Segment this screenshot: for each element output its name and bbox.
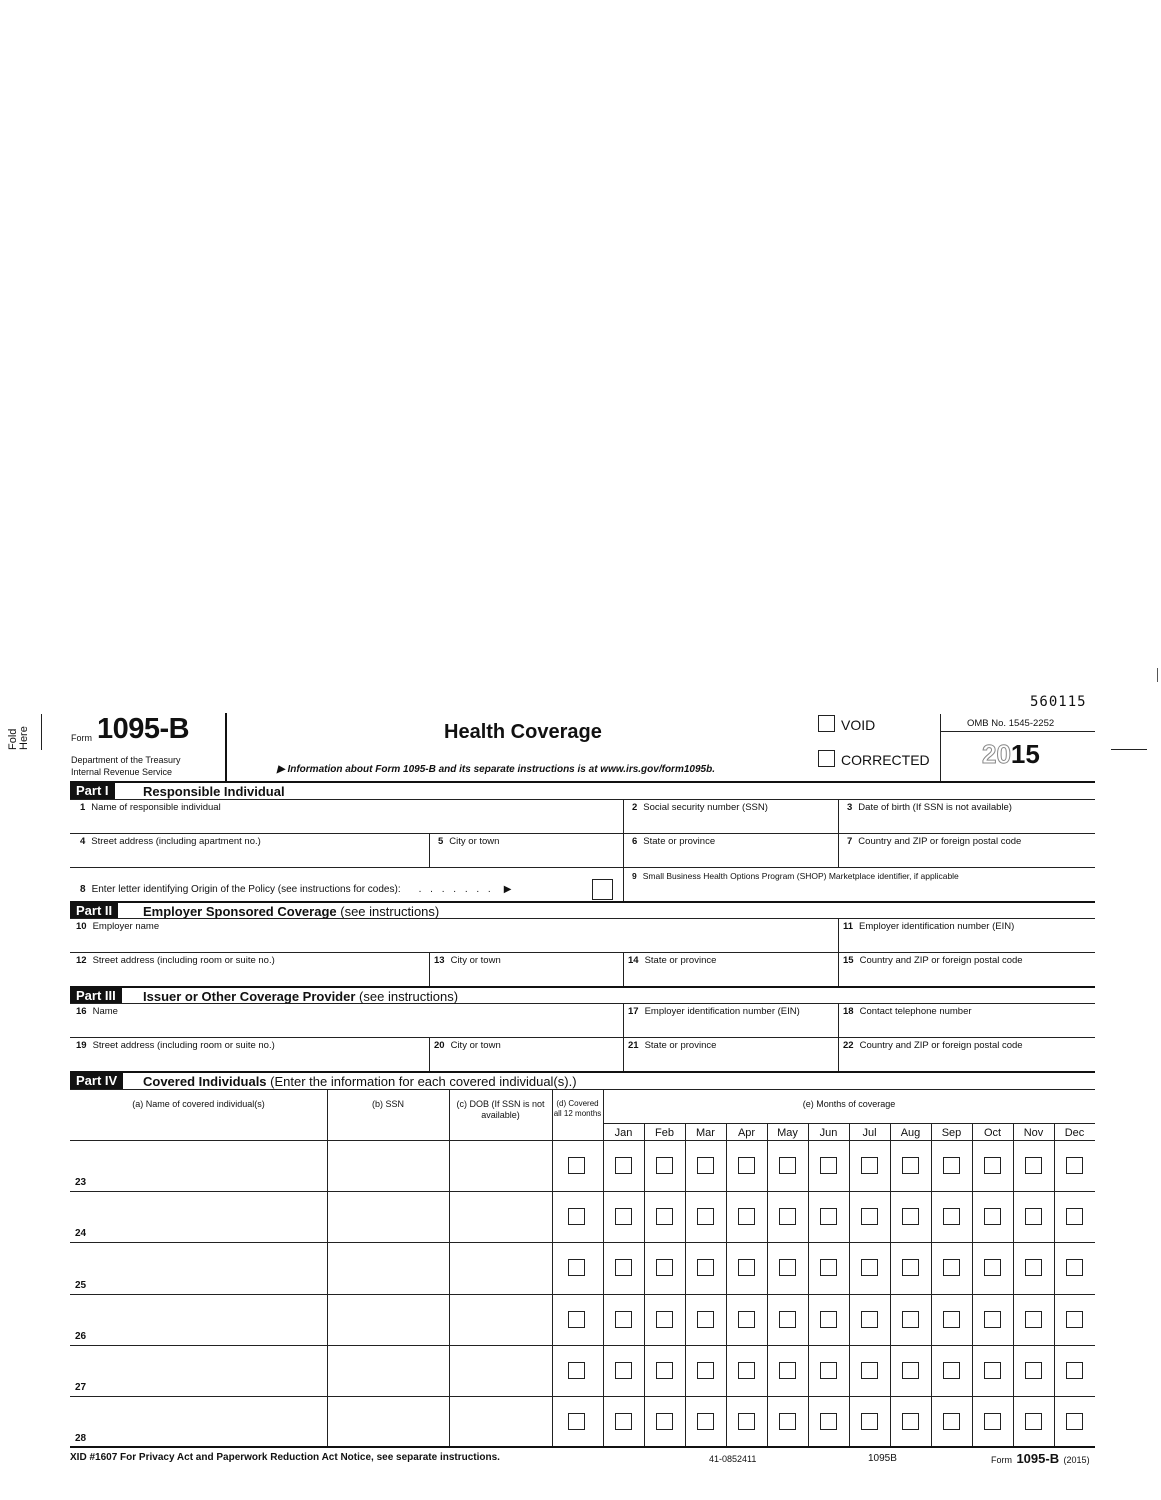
field-12-label: 12 Street address (including room or suite no.)	[76, 955, 275, 966]
month-checkbox-apr[interactable]	[738, 1208, 755, 1225]
field-13-label: 13 City or town	[434, 955, 501, 966]
month-checkbox-jan[interactable]	[615, 1208, 632, 1225]
omb-number: OMB No. 1545-2252	[967, 718, 1055, 729]
month-checkbox-oct[interactable]	[984, 1311, 1001, 1328]
month-checkbox-dec[interactable]	[1066, 1259, 1083, 1276]
covered-all-12-months-checkbox[interactable]	[568, 1362, 585, 1379]
col-e-header: (e) Months of coverage	[802, 1099, 896, 1109]
row-number-26: 26	[75, 1331, 87, 1342]
footer-form-code: 1095B	[868, 1453, 897, 1464]
covered-all-12-months-checkbox[interactable]	[568, 1208, 585, 1225]
part1-title: Responsible Individual	[143, 784, 285, 799]
part2-vline-c	[623, 952, 624, 987]
month-header-dec: Dec	[1064, 1127, 1085, 1139]
field-5-label: 5 City or town	[438, 836, 500, 847]
omb-underline	[940, 731, 1095, 732]
info-line: ▶ Information about Form 1095-B and its separate instructions is at www.irs.gov/form1095b.	[277, 764, 715, 775]
table-row-rule	[70, 1345, 1095, 1346]
month-col-divider	[931, 1123, 932, 1446]
field-21-label: 21 State or province	[628, 1040, 717, 1051]
tax-year-outline: 20	[982, 739, 1011, 769]
field-9-label: 9 Small Business Health Options Program (SHOP) Marketplace identifier, if applicable	[632, 871, 959, 881]
table-bottom-rule	[70, 1446, 1095, 1448]
month-col-divider	[808, 1123, 809, 1446]
month-header-jul: Jul	[862, 1127, 877, 1139]
department-line-1: Department of the Treasury	[71, 755, 181, 765]
month-checkbox-apr[interactable]	[738, 1311, 755, 1328]
month-checkbox-nov[interactable]	[1025, 1157, 1042, 1174]
col-d-header: (d) Covered all 12 months	[553, 1099, 602, 1118]
month-col-divider	[644, 1123, 645, 1446]
month-checkbox-jul[interactable]	[861, 1157, 878, 1174]
month-col-divider	[890, 1123, 891, 1446]
field-18-label: 18 Contact telephone number	[843, 1006, 972, 1017]
covered-all-12-months-checkbox[interactable]	[568, 1311, 585, 1328]
fold-here-label: Fold Here	[8, 714, 42, 750]
month-checkbox-may[interactable]	[779, 1208, 796, 1225]
month-header-oct: Oct	[983, 1127, 1002, 1139]
month-checkbox-sep[interactable]	[943, 1208, 960, 1225]
month-checkbox-oct[interactable]	[984, 1259, 1001, 1276]
field-8-label: 8 Enter letter identifying Origin of the Policy (see instructions for codes): . . . . . . . ▶	[80, 884, 512, 895]
table-header-bottom-rule	[70, 1140, 1095, 1141]
month-checkbox-may[interactable]	[779, 1157, 796, 1174]
month-checkbox-may[interactable]	[779, 1413, 796, 1430]
month-checkbox-apr[interactable]	[738, 1259, 755, 1276]
month-checkbox-jun[interactable]	[820, 1157, 837, 1174]
month-checkbox-nov[interactable]	[1025, 1413, 1042, 1430]
form-word: Form	[71, 733, 92, 743]
form-title: Health Coverage	[444, 721, 602, 743]
field-4-label: 4 Street address (including apartment no.)	[80, 836, 261, 847]
month-checkbox-nov[interactable]	[1025, 1259, 1042, 1276]
month-checkbox-sep[interactable]	[943, 1311, 960, 1328]
month-checkbox-feb[interactable]	[656, 1259, 673, 1276]
month-header-apr: Apr	[737, 1127, 756, 1139]
form-number: 1095-B	[97, 713, 190, 745]
month-checkbox-jul[interactable]	[861, 1311, 878, 1328]
footer-notice: XID #1607 For Privacy Act and Paperwork Reduction Act Notice, see separate instructions.	[70, 1452, 500, 1463]
month-col-divider	[685, 1123, 686, 1446]
covered-all-12-months-checkbox[interactable]	[568, 1413, 585, 1430]
part4-top-rule	[70, 1071, 1095, 1073]
footer-cat-number: 41-0852411	[709, 1454, 757, 1464]
month-checkbox-may[interactable]	[779, 1362, 796, 1379]
part2-title: Employer Sponsored Coverage (see instructions)	[143, 904, 440, 919]
field-7-label: 7 Country and ZIP or foreign postal code	[847, 836, 1022, 847]
month-checkbox-jan[interactable]	[615, 1413, 632, 1430]
tax-year	[982, 739, 1040, 770]
footer-form-id: Form 1095-B (2015)	[991, 1451, 1090, 1466]
row-number-23: 23	[75, 1177, 87, 1188]
month-checkbox-jun[interactable]	[820, 1311, 837, 1328]
month-checkbox-sep[interactable]	[943, 1362, 960, 1379]
table-col-divider	[603, 1089, 604, 1446]
month-col-divider	[849, 1123, 850, 1446]
corrected-label: CORRECTED	[841, 752, 930, 768]
part4-rule	[70, 1089, 1095, 1090]
month-col-divider	[1013, 1123, 1014, 1446]
field-6-label: 6 State or province	[632, 836, 716, 847]
month-checkbox-mar[interactable]	[697, 1208, 714, 1225]
month-checkbox-oct[interactable]	[984, 1208, 1001, 1225]
month-checkbox-feb[interactable]	[656, 1413, 673, 1430]
fold-mark-right	[1111, 749, 1147, 750]
month-header-sep: Sep	[941, 1127, 962, 1139]
month-checkbox-jul[interactable]	[861, 1413, 878, 1430]
month-checkbox-dec[interactable]	[1066, 1362, 1083, 1379]
month-col-divider	[767, 1123, 768, 1446]
table-row-rule	[70, 1396, 1095, 1397]
part2-rule	[70, 918, 1095, 919]
month-checkbox-feb[interactable]	[656, 1208, 673, 1225]
part4-tag: Part IV	[70, 1073, 123, 1089]
covered-all-12-months-checkbox[interactable]	[568, 1157, 585, 1174]
month-checkbox-dec[interactable]	[1066, 1311, 1083, 1328]
part1-vline-c	[429, 833, 430, 868]
month-checkbox-aug[interactable]	[902, 1311, 919, 1328]
field-14-label: 14 State or province	[628, 955, 717, 966]
header-divider-right	[940, 714, 941, 782]
department-line-2: Internal Revenue Service	[71, 767, 173, 777]
part3-vline-c	[429, 1037, 430, 1072]
month-checkbox-aug[interactable]	[902, 1208, 919, 1225]
month-checkbox-nov[interactable]	[1025, 1362, 1042, 1379]
table-row-rule	[70, 1191, 1095, 1192]
month-header-aug: Aug	[900, 1127, 921, 1139]
field-1-label: 1 Name of responsible individual	[80, 802, 221, 813]
month-checkbox-mar[interactable]	[697, 1413, 714, 1430]
month-header-jan: Jan	[614, 1127, 633, 1139]
row-number-24: 24	[75, 1228, 87, 1239]
row-number-25: 25	[75, 1280, 87, 1291]
month-checkbox-jan[interactable]	[615, 1362, 632, 1379]
header-divider-left	[225, 713, 227, 782]
month-checkbox-may[interactable]	[779, 1311, 796, 1328]
field-20-label: 20 City or town	[434, 1040, 501, 1051]
origin-of-policy-input[interactable]	[592, 879, 613, 900]
part3-tag: Part III	[70, 988, 122, 1004]
month-checkbox-aug[interactable]	[902, 1362, 919, 1379]
part1-rule	[70, 799, 1095, 800]
field-17-label: 17 Employer identification number (EIN)	[628, 1006, 800, 1017]
covered-all-12-months-checkbox[interactable]	[568, 1259, 585, 1276]
field-22-label: 22 Country and ZIP or foreign postal code	[843, 1040, 1023, 1051]
table-row-rule	[70, 1242, 1095, 1243]
part1-row2-rule	[70, 833, 1095, 834]
field-15-label: 15 Country and ZIP or foreign postal code	[843, 955, 1023, 966]
month-checkbox-jan[interactable]	[615, 1311, 632, 1328]
month-col-divider	[1054, 1123, 1055, 1446]
col-b-header: (b) SSN	[371, 1099, 404, 1109]
table-col-divider	[327, 1089, 328, 1446]
month-checkbox-nov[interactable]	[1025, 1208, 1042, 1225]
month-checkbox-jun[interactable]	[820, 1208, 837, 1225]
form-code-number: 560115	[1030, 694, 1087, 710]
month-checkbox-oct[interactable]	[984, 1157, 1001, 1174]
part2-tag: Part II	[70, 903, 118, 919]
month-checkbox-sep[interactable]	[943, 1157, 960, 1174]
part1-row3-rule	[70, 867, 1095, 868]
field-16-label: 16 Name	[76, 1006, 118, 1017]
month-header-may: May	[777, 1127, 798, 1139]
table-col-divider	[449, 1089, 450, 1446]
field-2-label: 2 Social security number (SSN)	[632, 802, 768, 813]
month-col-divider	[726, 1123, 727, 1446]
tax-year-bold: 15	[1010, 739, 1040, 769]
month-checkbox-apr[interactable]	[738, 1362, 755, 1379]
part4-title: Covered Individuals (Enter the information for each covered individual(s).)	[143, 1074, 577, 1089]
row-number-27: 27	[75, 1382, 87, 1393]
col-a-header: (a) Name of covered individual(s)	[132, 1099, 265, 1109]
table-row-rule	[70, 1294, 1095, 1295]
month-checkbox-feb[interactable]	[656, 1157, 673, 1174]
month-checkbox-jun[interactable]	[820, 1362, 837, 1379]
month-checkbox-feb[interactable]	[656, 1311, 673, 1328]
month-col-divider	[972, 1123, 973, 1446]
month-checkbox-jun[interactable]	[820, 1413, 837, 1430]
field-19-label: 19 Street address (including room or suite no.)	[76, 1040, 275, 1051]
col-c-header: (c) DOB (If SSN is not available)	[456, 1099, 545, 1120]
void-label: VOID	[841, 717, 876, 733]
field-3-label: 3 Date of birth (If SSN is not available)	[847, 802, 1012, 813]
corrected-checkbox[interactable]	[818, 750, 835, 767]
field-11-label: 11 Employer identification number (EIN)	[843, 921, 1015, 932]
month-checkbox-aug[interactable]	[902, 1413, 919, 1430]
month-checkbox-jul[interactable]	[861, 1208, 878, 1225]
month-header-feb: Feb	[655, 1127, 674, 1139]
month-checkbox-jun[interactable]	[820, 1259, 837, 1276]
month-checkbox-mar[interactable]	[697, 1157, 714, 1174]
month-checkbox-oct[interactable]	[984, 1362, 1001, 1379]
part3-rule	[70, 1003, 1095, 1004]
part2-row2-rule	[70, 952, 1095, 953]
month-checkbox-mar[interactable]	[697, 1311, 714, 1328]
month-checkbox-aug[interactable]	[902, 1157, 919, 1174]
month-checkbox-aug[interactable]	[902, 1259, 919, 1276]
month-checkbox-dec[interactable]	[1066, 1208, 1083, 1225]
part1-vline-a	[623, 799, 624, 902]
month-checkbox-sep[interactable]	[943, 1413, 960, 1430]
month-checkbox-oct[interactable]	[984, 1413, 1001, 1430]
month-checkbox-apr[interactable]	[738, 1157, 755, 1174]
month-checkbox-nov[interactable]	[1025, 1311, 1042, 1328]
edge-mark	[1157, 668, 1158, 682]
month-checkbox-mar[interactable]	[697, 1362, 714, 1379]
void-checkbox[interactable]	[818, 715, 835, 732]
month-checkbox-jul[interactable]	[861, 1362, 878, 1379]
part1-top-rule	[70, 781, 1095, 783]
part3-title: Issuer or Other Coverage Provider (see instructions)	[143, 989, 459, 1004]
month-checkbox-feb[interactable]	[656, 1362, 673, 1379]
row-number-28: 28	[75, 1433, 87, 1444]
part3-top-rule	[70, 986, 1095, 988]
month-checkbox-dec[interactable]	[1066, 1413, 1083, 1430]
month-checkbox-jul[interactable]	[861, 1259, 878, 1276]
part3-row2-rule	[70, 1037, 1095, 1038]
part2-top-rule	[70, 901, 1095, 903]
month-checkbox-dec[interactable]	[1066, 1157, 1083, 1174]
month-header-jun: Jun	[819, 1127, 838, 1139]
month-header-mar: Mar	[696, 1127, 715, 1139]
month-checkbox-jan[interactable]	[615, 1157, 632, 1174]
part2-vline-b	[429, 952, 430, 987]
table-col-divider	[552, 1089, 553, 1446]
part1-tag: Part I	[70, 783, 115, 799]
field-10-label: 10 Employer name	[76, 921, 160, 932]
month-checkbox-mar[interactable]	[697, 1259, 714, 1276]
month-checkbox-apr[interactable]	[738, 1413, 755, 1430]
month-checkbox-jan[interactable]	[615, 1259, 632, 1276]
month-header-nov: Nov	[1023, 1127, 1044, 1139]
month-checkbox-sep[interactable]	[943, 1259, 960, 1276]
month-checkbox-may[interactable]	[779, 1259, 796, 1276]
